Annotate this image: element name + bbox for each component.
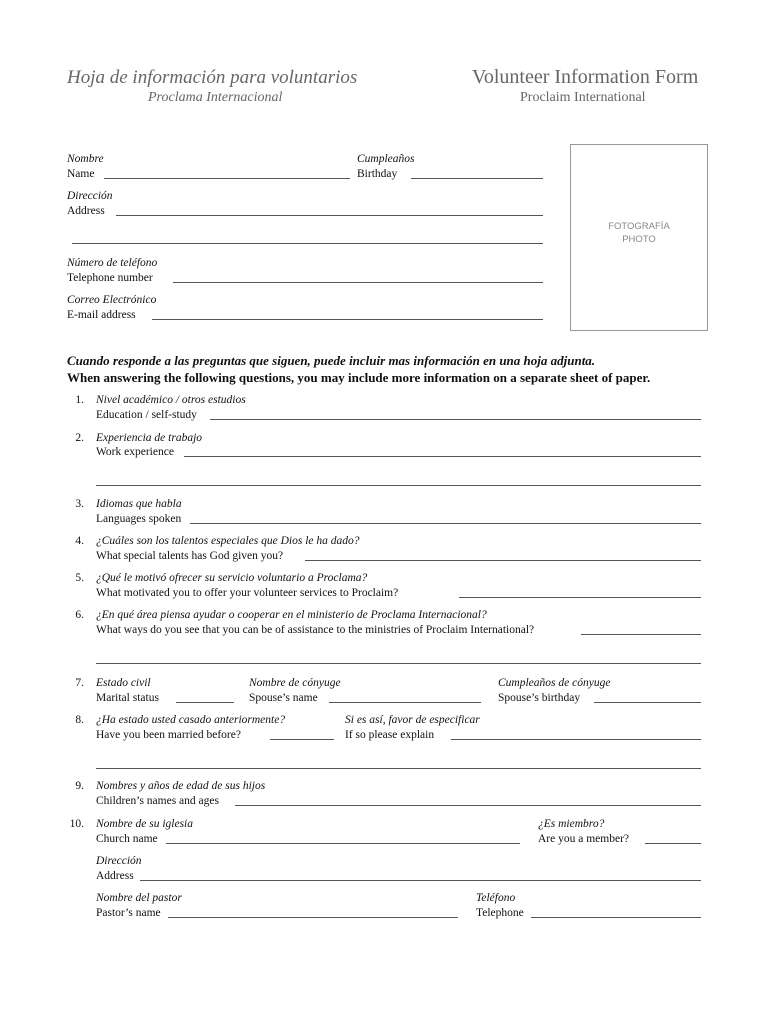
q1-label-es: Nivel académico / otros estudios <box>96 394 246 406</box>
q1-number: 1. <box>75 394 84 406</box>
church-phone-label-es: Teléfono <box>476 892 516 904</box>
marital-label: Marital status <box>96 692 159 704</box>
member-label-es: ¿Es miembro? <box>538 818 605 830</box>
spouse-name-field[interactable] <box>329 702 481 703</box>
q9-number: 9. <box>75 780 84 792</box>
church-address-label: Address <box>96 870 134 882</box>
q2-label-es: Experiencia de trabajo <box>96 432 203 444</box>
spouse-birthday-label-es: Cumpleaños de cónyuge <box>498 677 611 689</box>
church-name-field[interactable] <box>166 843 520 844</box>
member-label: Are you a member? <box>538 833 630 845</box>
title-spanish: Hoja de información para voluntarios <box>67 67 358 88</box>
name-label: Name <box>67 168 95 180</box>
spouse-birthday-label: Spouse’s birthday <box>498 692 581 704</box>
explain-field-line2[interactable] <box>96 768 701 769</box>
q2-number: 2. <box>75 432 84 444</box>
address-label-es: Dirección <box>67 190 113 202</box>
q3-label-es: Idiomas que habla <box>96 498 182 510</box>
q2-label: Work experience <box>96 446 174 458</box>
q1-label: Education / self-study <box>96 409 197 421</box>
q5-label: What motivated you to offer your volunteer services to Proclaim? <box>96 587 399 599</box>
name-field[interactable] <box>104 178 350 179</box>
talents-field[interactable] <box>305 560 701 561</box>
q9-label: Children’s names and ages <box>96 795 219 807</box>
birthday-field[interactable] <box>411 178 543 179</box>
email-label-es: Correo Electrónico <box>67 294 157 306</box>
pastor-name-field[interactable] <box>168 917 458 918</box>
q8-label: Have you been married before? <box>96 729 241 741</box>
q3-label: Languages spoken <box>96 513 182 525</box>
assistance-field[interactable] <box>581 634 701 635</box>
phone-label: Telephone number <box>67 272 153 284</box>
marital-status-field[interactable] <box>176 702 234 703</box>
photo-label-en: PHOTO <box>622 234 656 245</box>
instructions-es: Cuando responde a las preguntas que siguen, puede incluir mas información en una hoja adjunta. <box>67 353 596 368</box>
church-label-es: Nombre de su iglesia <box>96 818 193 830</box>
address-label: Address <box>67 205 105 217</box>
q6-number: 6. <box>75 609 84 621</box>
name-label-es: Nombre <box>67 153 104 165</box>
photo-box[interactable] <box>570 144 708 331</box>
org-spanish: Proclama Internacional <box>148 90 283 105</box>
explain-field[interactable] <box>451 739 701 740</box>
church-label: Church name <box>96 833 158 845</box>
work-experience-field[interactable] <box>184 456 701 457</box>
q8-label-es: ¿Ha estado usted casado anteriormente? <box>96 714 286 726</box>
church-address-field[interactable] <box>140 880 701 881</box>
church-phone-label: Telephone <box>476 907 524 919</box>
title-english: Volunteer Information Form <box>472 66 699 88</box>
birthday-label: Birthday <box>357 168 398 180</box>
married-before-field[interactable] <box>270 739 334 740</box>
languages-field[interactable] <box>190 523 701 524</box>
spouse-label: Spouse’s name <box>249 692 318 704</box>
q6-label: What ways do you see that you can be of assistance to the ministries of Proclaim International? <box>96 624 535 636</box>
church-address-label-es: Dirección <box>96 855 142 867</box>
work-experience-field-line2[interactable] <box>96 485 701 486</box>
specify-label: If so please explain <box>345 729 435 741</box>
q4-number: 4. <box>75 535 84 547</box>
pastor-label-es: Nombre del pastor <box>96 892 182 904</box>
q9-label-es: Nombres y años de edad de sus hijos <box>96 780 266 792</box>
q7-number: 7. <box>75 677 84 689</box>
member-field[interactable] <box>645 843 701 844</box>
children-field[interactable] <box>235 805 701 806</box>
pastor-label: Pastor’s name <box>96 907 161 919</box>
spouse-birthday-field[interactable] <box>594 702 701 703</box>
address-field-line2[interactable] <box>72 243 543 244</box>
assistance-field-line2[interactable] <box>96 663 701 664</box>
motivation-field[interactable] <box>459 597 701 598</box>
q4-label-es: ¿Cuáles son los talentos especiales que Dios le ha dado? <box>96 535 360 547</box>
q8-number: 8. <box>75 714 84 726</box>
q5-label-es: ¿Qué le motivó ofrecer su servicio voluntario a Proclama? <box>96 572 368 584</box>
church-phone-field[interactable] <box>531 917 701 918</box>
phone-label-es: Número de teléfono <box>67 257 158 269</box>
phone-field[interactable] <box>173 282 543 283</box>
q4-label: What special talents has God given you? <box>96 550 284 562</box>
spouse-label-es: Nombre de cónyuge <box>249 677 341 689</box>
email-label: E-mail address <box>67 309 136 321</box>
specify-label-es: Si es así, favor de especificar <box>345 714 480 726</box>
email-field[interactable] <box>152 319 543 320</box>
q5-number: 5. <box>75 572 84 584</box>
q10-number: 10. <box>69 818 84 830</box>
q3-number: 3. <box>75 498 84 510</box>
address-field-line1[interactable] <box>116 215 543 216</box>
education-field[interactable] <box>210 419 701 420</box>
q6-label-es: ¿En qué área piensa ayudar o cooperar en el ministerio de Proclama Internacional? <box>96 609 487 621</box>
photo-label-es: FOTOGRAFÍA <box>608 221 670 232</box>
birthday-label-es: Cumpleaños <box>357 153 415 165</box>
marital-label-es: Estado civil <box>96 677 151 689</box>
instructions-en: When answering the following questions, you may include more information on a separate sheet of paper. <box>67 370 651 385</box>
org-english: Proclaim International <box>520 90 646 105</box>
